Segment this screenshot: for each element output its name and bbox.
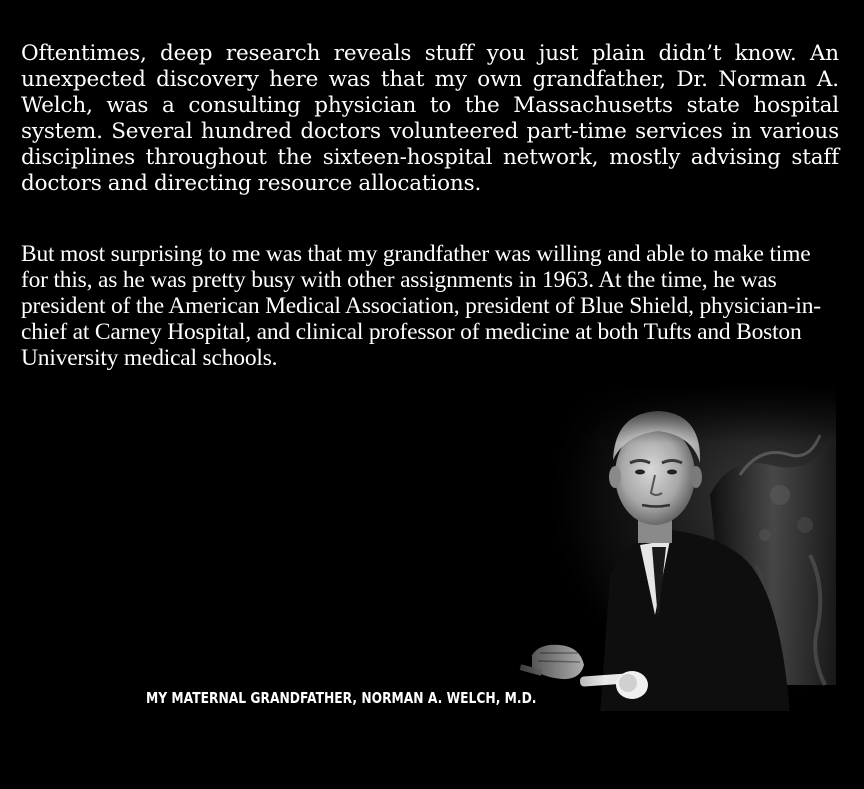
paragraph-research-discovery: Oftentimes, deep research reveals stuff you just plain didn’t know. An unexpected discovery here was that my own grandfather, Dr. Norman A. Welch, was a consulting physician to the Massachusetts state hospital system. Several hundred doctors volunteered part-time services in various disciplines throughout the sixteen-hospital network, mostly advising staff doctors and directing resource allocations. (21, 41, 839, 196)
paragraph-grandfather-assignments: But most surprising to me was that my grandfather was willing and able to make time for this, as he was pretty busy with other assignments in 1963. At the time, he was president of the American Medical Association, president of Blue Shield, physician-in-chief at Carney Hospital, and clinical professor of medicine at both Tufts and Boston University medical schools. (21, 241, 821, 371)
photo-caption: MY MATERNAL GRANDFATHER, NORMAN A. WELCH, M.D. (146, 689, 537, 707)
grandfather-portrait-photo (480, 385, 836, 711)
